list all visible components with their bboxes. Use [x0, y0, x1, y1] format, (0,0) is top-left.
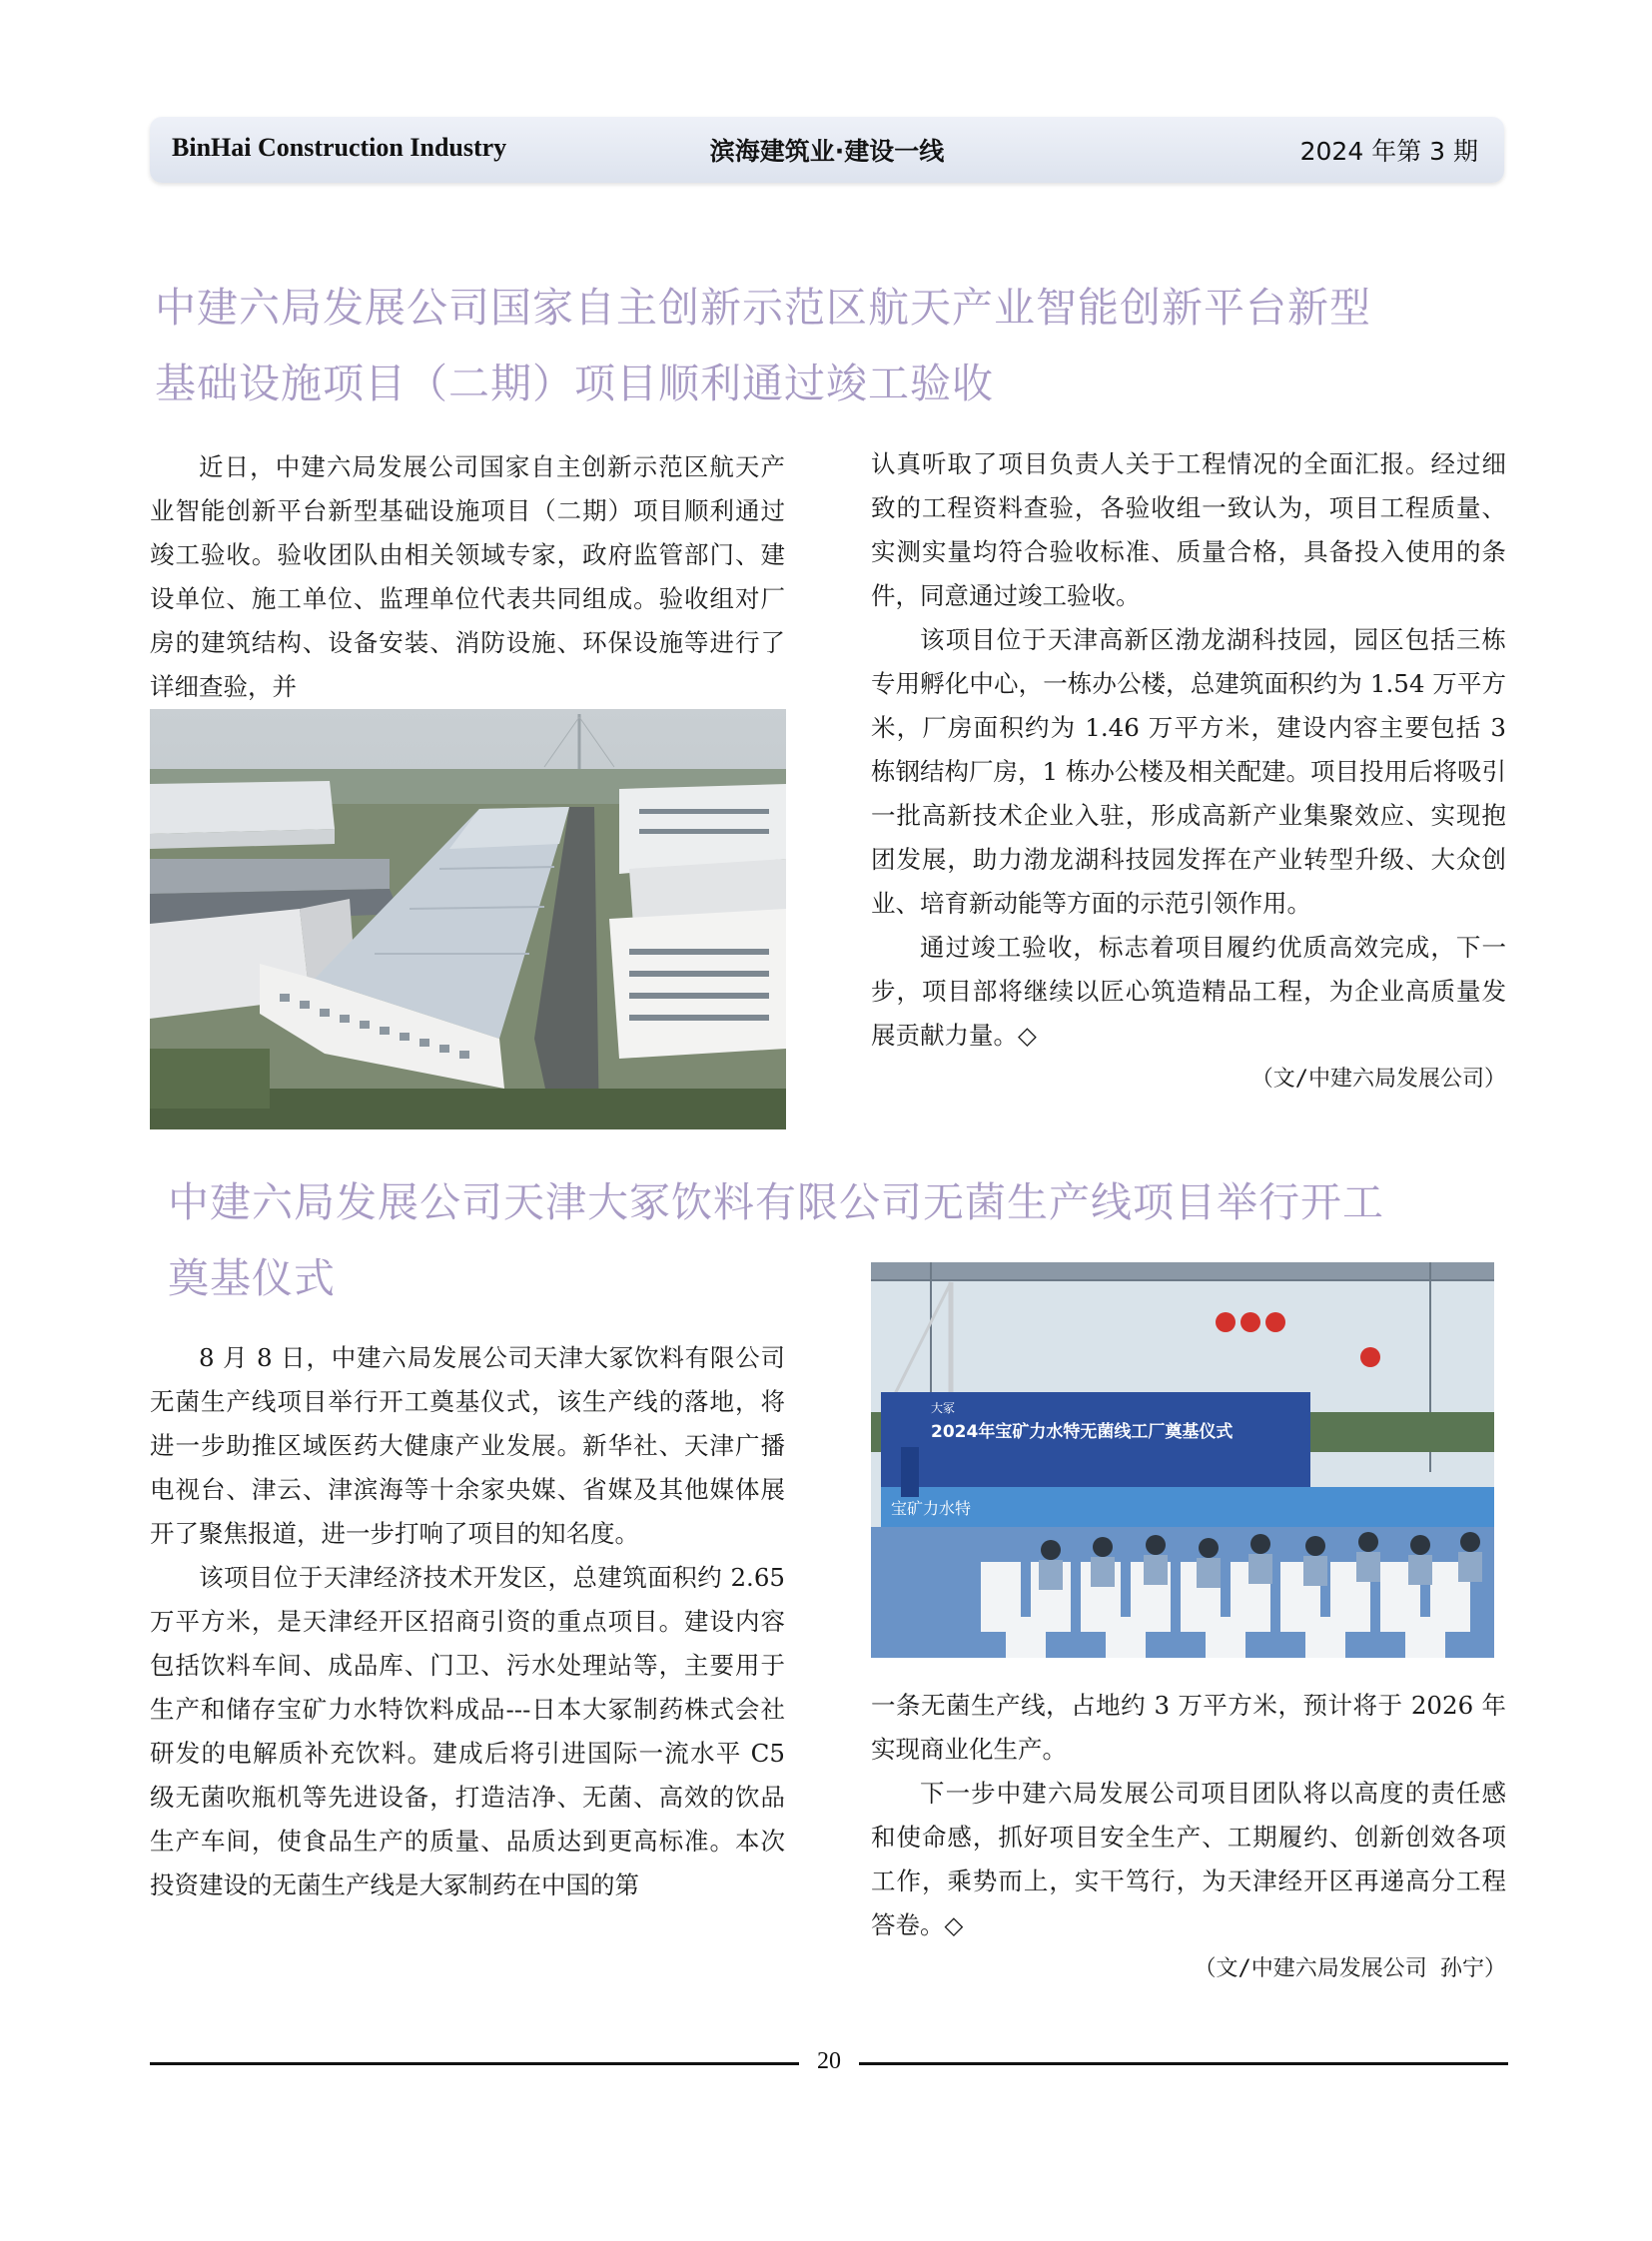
article2-paragraph: 下一步中建六局发展公司项目团队将以高度的责任感和使命感，抓好项目安全生产、工期履约、创新创效各项工作，乘势而上，实干笃行，为天津经开区再递高分工程答卷。◇ — [871, 1779, 1506, 1939]
page-number: 20 — [817, 2048, 841, 2074]
footer-rule-left — [150, 2062, 799, 2065]
article1-byline: （文/中建六局发展公司） — [1250, 1067, 1506, 1092]
article1-paragraph: 该项目位于天津高新区渤龙湖科技园，园区包括三栋专用孵化中心，一栋办公楼，总建筑面积约为 1.54 万平方米，厂房面积约为 1.46 万平方米，建设内容主要包括 3 栋钢结构厂房，1 栋办公楼及相关配建。项目投用后将吸引一批高新技术企业入驻，形成高新产业集聚效应、实现抱团发展，助力渤龙湖科技园发挥在产业转型升级、大众创业、培育新动能等方面的示范引领作用。 — [871, 625, 1506, 918]
article1-left-column — [150, 445, 785, 709]
footer-rule-right — [859, 2062, 1508, 2065]
svg-text:大冢: 大冢 — [931, 1401, 956, 1415]
stage-banner-title: 2024年宝矿力水特无菌线工厂奠基仪式 — [931, 1422, 1234, 1442]
ceremony-photo — [871, 1262, 1494, 1658]
running-header — [150, 117, 1504, 183]
article1-paragraph: 认真听取了项目负责人关于工程情况的全面汇报。经过细致的工程资料查验，各验收组一致认为，项目工程质量、实测实量均符合验收标准、质量合格，具备投入使用的条件，同意通过竣工验收。 — [871, 449, 1506, 610]
article1-paragraph: 通过竣工验收，标志着项目履约优质高效完成，下一步，项目部将继续以匠心筑造精品工程，为企业高质量发展贡献力量。◇ — [871, 933, 1506, 1050]
article1-headline-line1: 中建六局发展公司国家自主创新示范区航天产业智能创新平台新型 — [155, 284, 1371, 332]
article2-byline: （文/中建六局发展公司 孙宁） — [1194, 1956, 1506, 1981]
article2-left-column — [150, 1336, 785, 1907]
issue-label: 2024 年第 3 期 — [1299, 137, 1478, 166]
stage-banner-subtitle: 宝矿力水特 — [891, 1499, 972, 1518]
article1-paragraph: 近日，中建六局发展公司国家自主创新示范区航天产业智能创新平台新型基础设施项目（二期）项目顺利通过竣工验收。验收团队由相关领域专家，政府监管部门、建设单位、施工单位、监理单位代表共同组成。验收组对厂房的建筑结构、设备安装、消防设施、环保设施等进行了详细查验，并 — [150, 452, 785, 701]
article2-headline-line2: 奠基仪式 — [168, 1254, 336, 1302]
section-title: 滨海建筑业·建设一线 — [709, 137, 945, 166]
article2-paragraph: 该项目位于天津经济技术开发区，总建筑面积约 2.65 万平方米，是天津经开区招商引资的重点项目。建设内容包括饮料车间、成品库、门卫、污水处理站等，主要用于生产和储存宝矿力水特饮料成品---日本大冢制药株式会社研发的电解质补充饮料。建成后将引进国际一流水平 C5 级无菌吹瓶机等先进设备，打造洁净、无菌、高效的饮品生产车间，使食品生产的质量、品质达到更高标准。本次投资建设的无菌生产线是大冢制药在中国的第 — [150, 1563, 785, 1899]
article1-headline-line2: 基础设施项目（二期）项目顺利通过竣工验收 — [155, 360, 994, 407]
article1-right-column — [871, 442, 1506, 1102]
article2-headline-line1: 中建六局发展公司天津大冢饮料有限公司无菌生产线项目举行开工 — [168, 1178, 1384, 1226]
article2-paragraph: 一条无菌生产线，占地约 3 万平方米，预计将于 2026 年实现商业化生产。 — [871, 1691, 1506, 1764]
factory-aerial-photo — [150, 709, 786, 1129]
article1-headline — [155, 270, 1513, 421]
article2-right-column — [871, 1684, 1506, 1991]
journal-name: BinHai Construction Industry — [172, 133, 507, 162]
article2-paragraph: 8 月 8 日，中建六局发展公司天津大冢饮料有限公司无菌生产线项目举行开工奠基仪式，该生产线的落地，将进一步助推区域医药大健康产业发展。新华社、天津广播电视台、津云、津滨海等十余家央媒、省媒及其他媒体展开了聚焦报道，进一步打响了项目的知名度。 — [150, 1343, 785, 1548]
